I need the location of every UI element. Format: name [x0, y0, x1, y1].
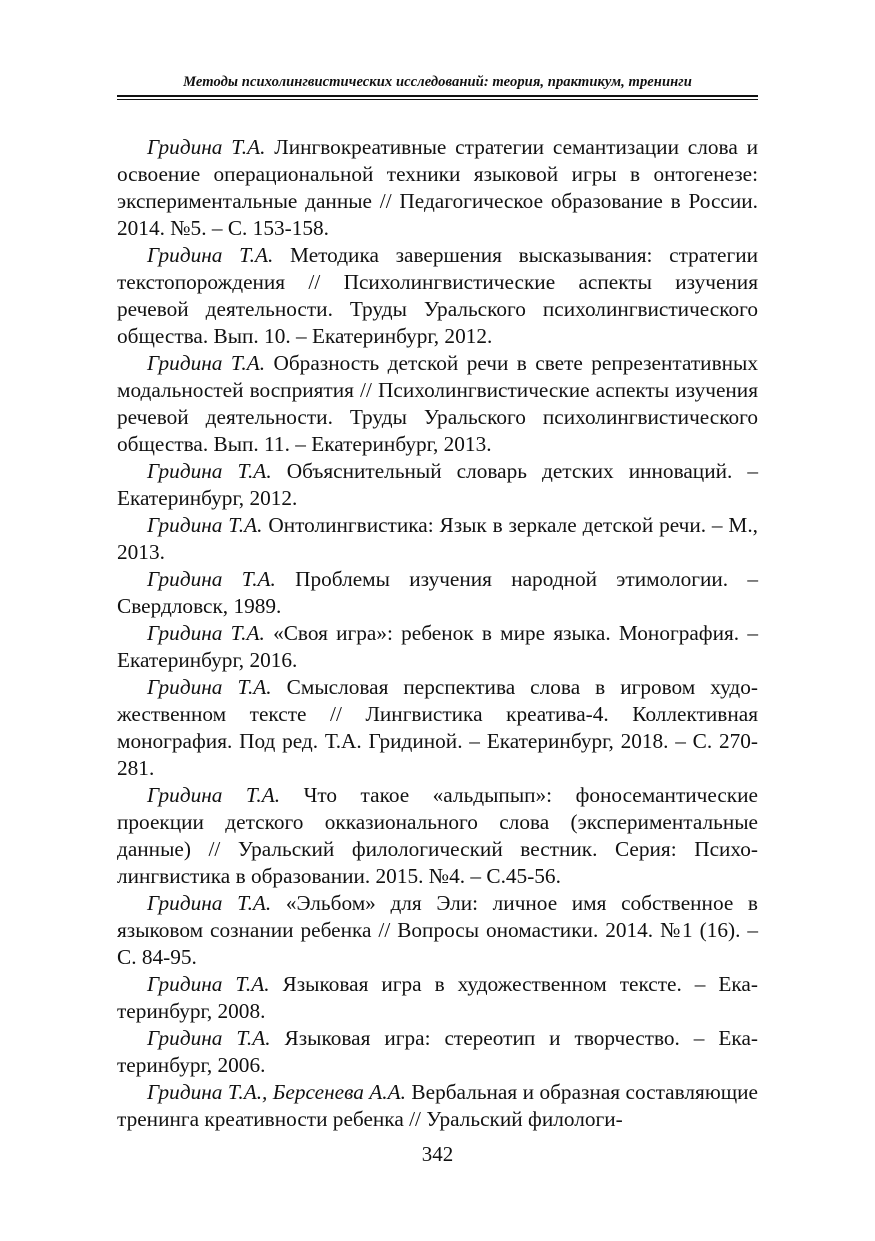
- entry-author: Гридина Т.А.: [147, 243, 274, 267]
- entry-text: Образность детской речи в свете репрезентативных модальностей восприятия // Психолингвистические аспекты изучения речевой деятельности. Труды Уральского психолингвистического общества. Вып. 11. – Екатеринбург, 2013.: [117, 351, 758, 456]
- entry-author: Гридина Т.А.: [147, 621, 265, 645]
- entry-text: Смысловая перспектива слова в игровом художественном тексте // Лингвистика креатива-4. Коллективная монография. Под ред. Т.А. Гридиной. – Екатеринбург, 2018. – С. 270-281.: [117, 675, 758, 780]
- running-header: Методы психолингвистических исследований: теория, практикум, тренинги: [183, 74, 692, 90]
- entry-author: Гридина Т.А.: [147, 891, 272, 915]
- bibliography-entry: [117, 1079, 758, 1133]
- bibliography-entry: [117, 458, 758, 512]
- entry-author: Гридина Т.А.: [147, 513, 263, 537]
- bibliography-entry: [117, 512, 758, 566]
- header-rule-thick: [117, 95, 758, 97]
- header-rule-thin: [117, 99, 758, 100]
- entry-text: Лингвокреативные стратегии семантизации слова и освоение операциональной техники языковой игры в онтогенезе: экспериментальные данные // Педагогическое образование в России. 2014. №5. – С. 153-158.: [117, 135, 758, 240]
- entry-text: Методика завершения высказывания: стратегии текстопорождения // Психолингвистические аспекты изучения речевой деятельности. Труды Уральского психолингвистического общества. Вып. 10. – Екатеринбург, 2012.: [117, 243, 758, 348]
- entry-text: Что такое «альдыпып»: фоносемантические проекции детского окказионального слова (экспериментальные данные) // Уральский филологический вестник. Серия: Психолингвистика в образовании. 2015. №4. – С.45-56.: [117, 783, 758, 888]
- entry-text: Онтолингвистика: Язык в зеркале детской речи. – М., 2013.: [117, 513, 758, 564]
- entry-author: Гридина Т.А.: [147, 135, 266, 159]
- bibliography-entry: [117, 134, 758, 242]
- bibliography-entry: [117, 890, 758, 971]
- entry-author: Гридина Т.А.: [147, 972, 270, 996]
- bibliography-entry: [117, 1025, 758, 1079]
- entry-author: Гридина Т.А.: [147, 351, 266, 375]
- entry-text: Языковая игра в художественном тексте. – Екатеринбург, 2008.: [117, 972, 758, 1023]
- bibliography-entry: [117, 674, 758, 782]
- bibliography-entry: [117, 350, 758, 458]
- bibliography-entry: [117, 971, 758, 1025]
- entry-author: Гридина Т.А.: [147, 567, 276, 591]
- entry-text: Вербальная и образная составляющие тренинга креативности ребенка // Уральский филологи-: [117, 1080, 758, 1131]
- entry-author: Гридина Т.А.: [147, 1026, 271, 1050]
- bibliography-entry: [117, 566, 758, 620]
- page-number: 342: [421, 1142, 454, 1166]
- entry-author: Гридина Т.А., Берсенева А.А.: [147, 1080, 406, 1104]
- entry-author: Гридина Т.А.: [147, 459, 272, 483]
- entry-text: Проблемы изучения народной этимологии. – Свердловск, 1989.: [117, 567, 758, 618]
- entry-author: Гридина Т.А.: [147, 783, 281, 807]
- entry-text: Языковая игра: стереотип и творчество. – Екатеринбург, 2006.: [117, 1026, 758, 1077]
- entry-text: «Своя игра»: ребенок в мире языка. Монография. – Екатеринбург, 2016.: [117, 621, 758, 672]
- bibliography-list: [117, 134, 758, 1133]
- bibliography-entry: [117, 242, 758, 350]
- bibliography-entry: [117, 782, 758, 890]
- bibliography-entry: [117, 620, 758, 674]
- entry-text: Объяснительный словарь детских инноваций. – Екатеринбург, 2012.: [117, 459, 758, 510]
- entry-author: Гридина Т.А.: [147, 675, 272, 699]
- entry-text: «Эльбом» для Эли: личное имя собственное в языковом сознании ребенка // Вопросы ономастики. 2014. №1 (16). – С. 84-95.: [117, 891, 758, 969]
